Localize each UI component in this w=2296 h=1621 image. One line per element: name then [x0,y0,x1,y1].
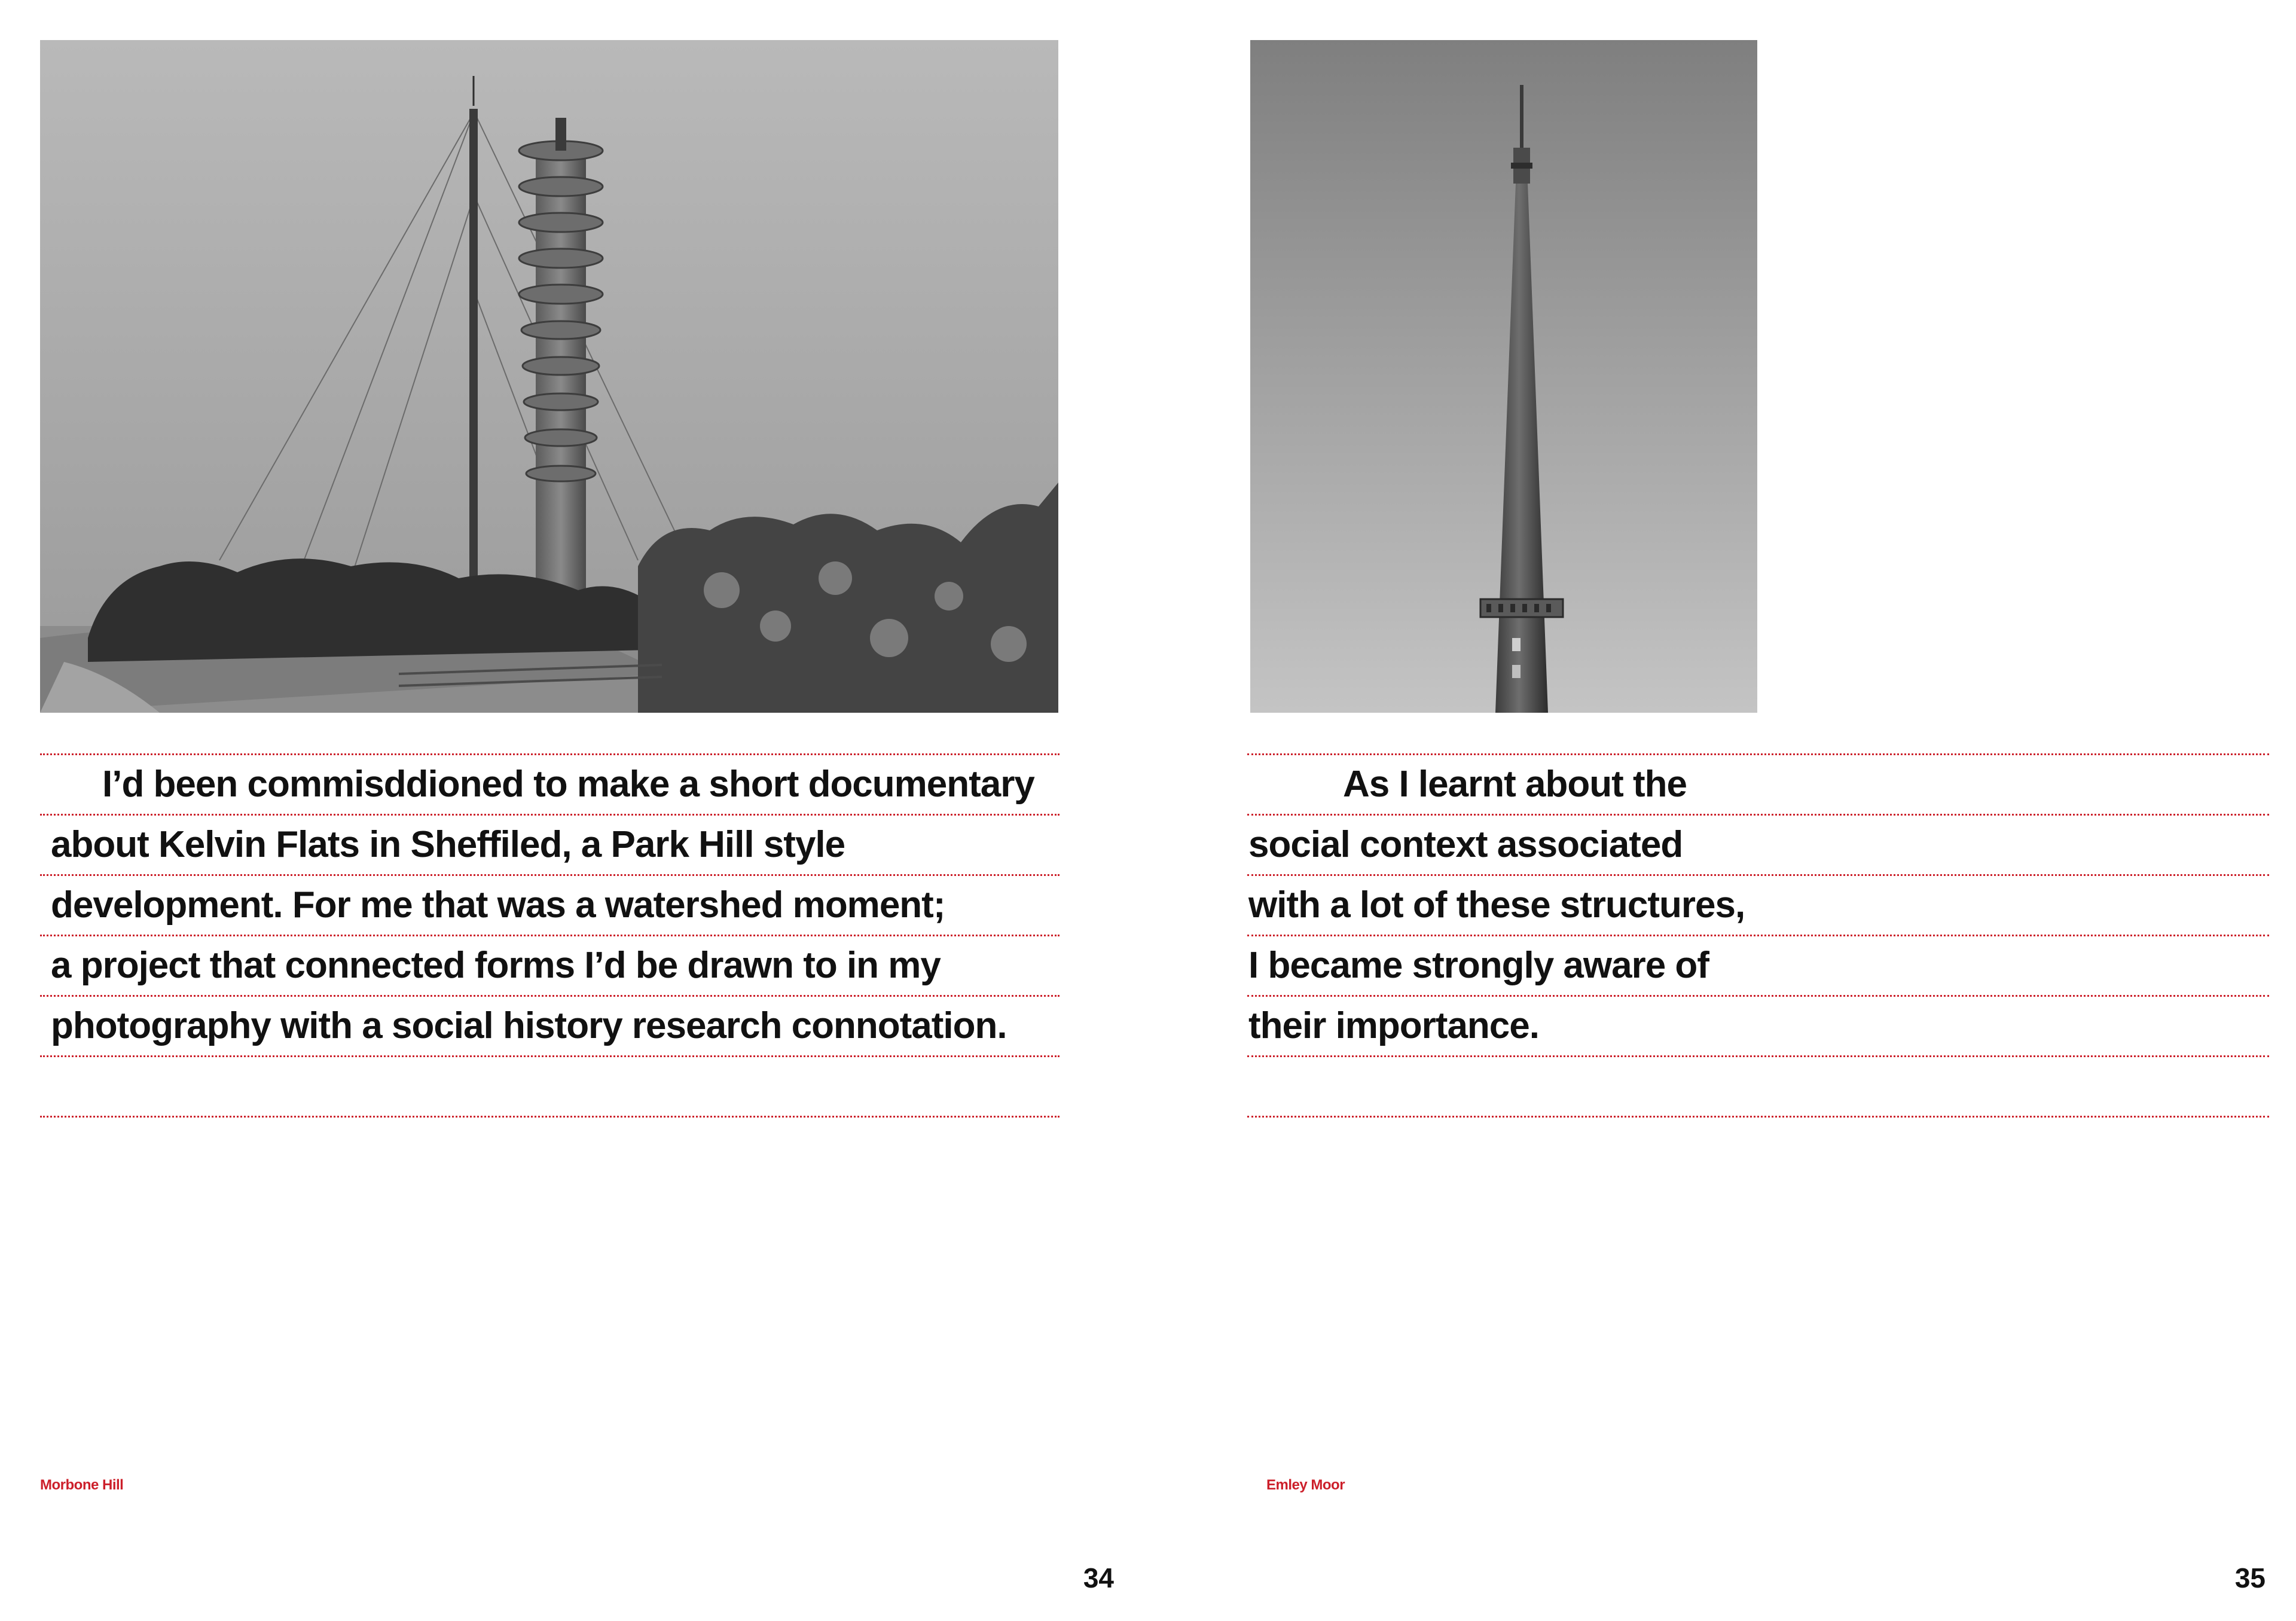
paragraph-line: I’d been commisddioned to make a short documentary [102,764,1034,805]
paragraph-line: their importance. [1248,1005,1539,1046]
page-number: 34 [1083,1562,1114,1593]
transmitter-tower-photo [40,40,1058,713]
paragraph-line: I became strongly aware of [1248,945,1709,986]
paragraph-right [1247,753,2269,1118]
paragraph-line: As I learnt about the [1343,764,1687,805]
paragraph-line: a project that connected forms I’d be drawn to in my [51,945,941,986]
paragraph-line: development. For me that was a watershed moment; [51,884,945,926]
photo-caption: Morbone Hill [40,1477,124,1493]
paragraph-left [40,753,1060,1118]
paragraph-line: photography with a social history research connotation. [51,1005,1007,1046]
dotted-rule [40,1116,1060,1118]
photo-caption: Emley Moor [1266,1477,1345,1493]
page-number: 35 [2234,1562,2266,1593]
paragraph-line: about Kelvin Flats in Sheffiled, a Park Hill style [51,824,845,865]
concrete-mast-photo [1250,40,1757,713]
dotted-rule [1247,1116,2269,1118]
right-page [1148,0,2296,1621]
paragraph-line: with a lot of these structures, [1248,884,1745,926]
paragraph-line: social context associated [1248,824,1683,865]
